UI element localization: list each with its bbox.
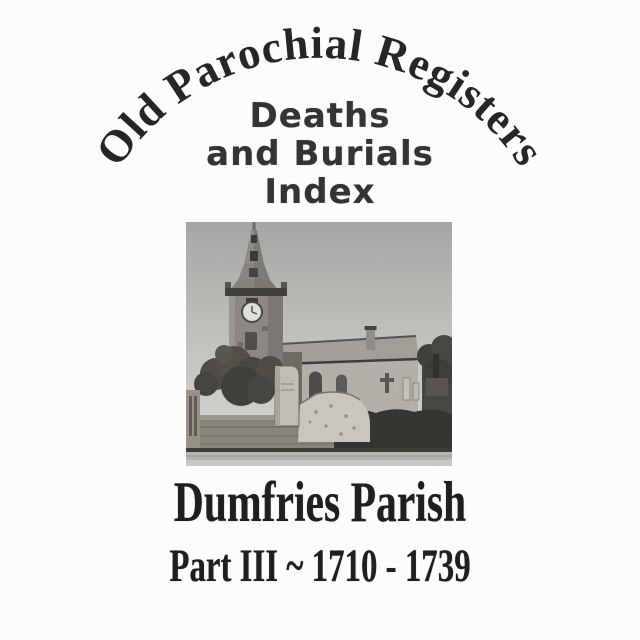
subtitle-line-index: Index <box>264 172 376 212</box>
clock-face <box>242 302 262 322</box>
stone-mound <box>298 392 370 442</box>
subtitle-block <box>0 97 640 211</box>
part-range-subtitle: Part III ~ 1710 - 1739 <box>169 540 471 592</box>
church-photo-image <box>186 222 452 466</box>
subtitle-line-deaths: Deaths <box>249 96 391 136</box>
arc-title: Old Parochial Registers <box>85 17 555 175</box>
church-photo <box>186 222 452 466</box>
parish-title: Dumfries Parish <box>173 471 467 534</box>
subtitle-line-and-burials: and Burials <box>206 134 434 174</box>
chimney <box>366 328 375 350</box>
monument <box>275 366 299 426</box>
gate-pillar <box>186 390 200 450</box>
road <box>186 448 452 466</box>
